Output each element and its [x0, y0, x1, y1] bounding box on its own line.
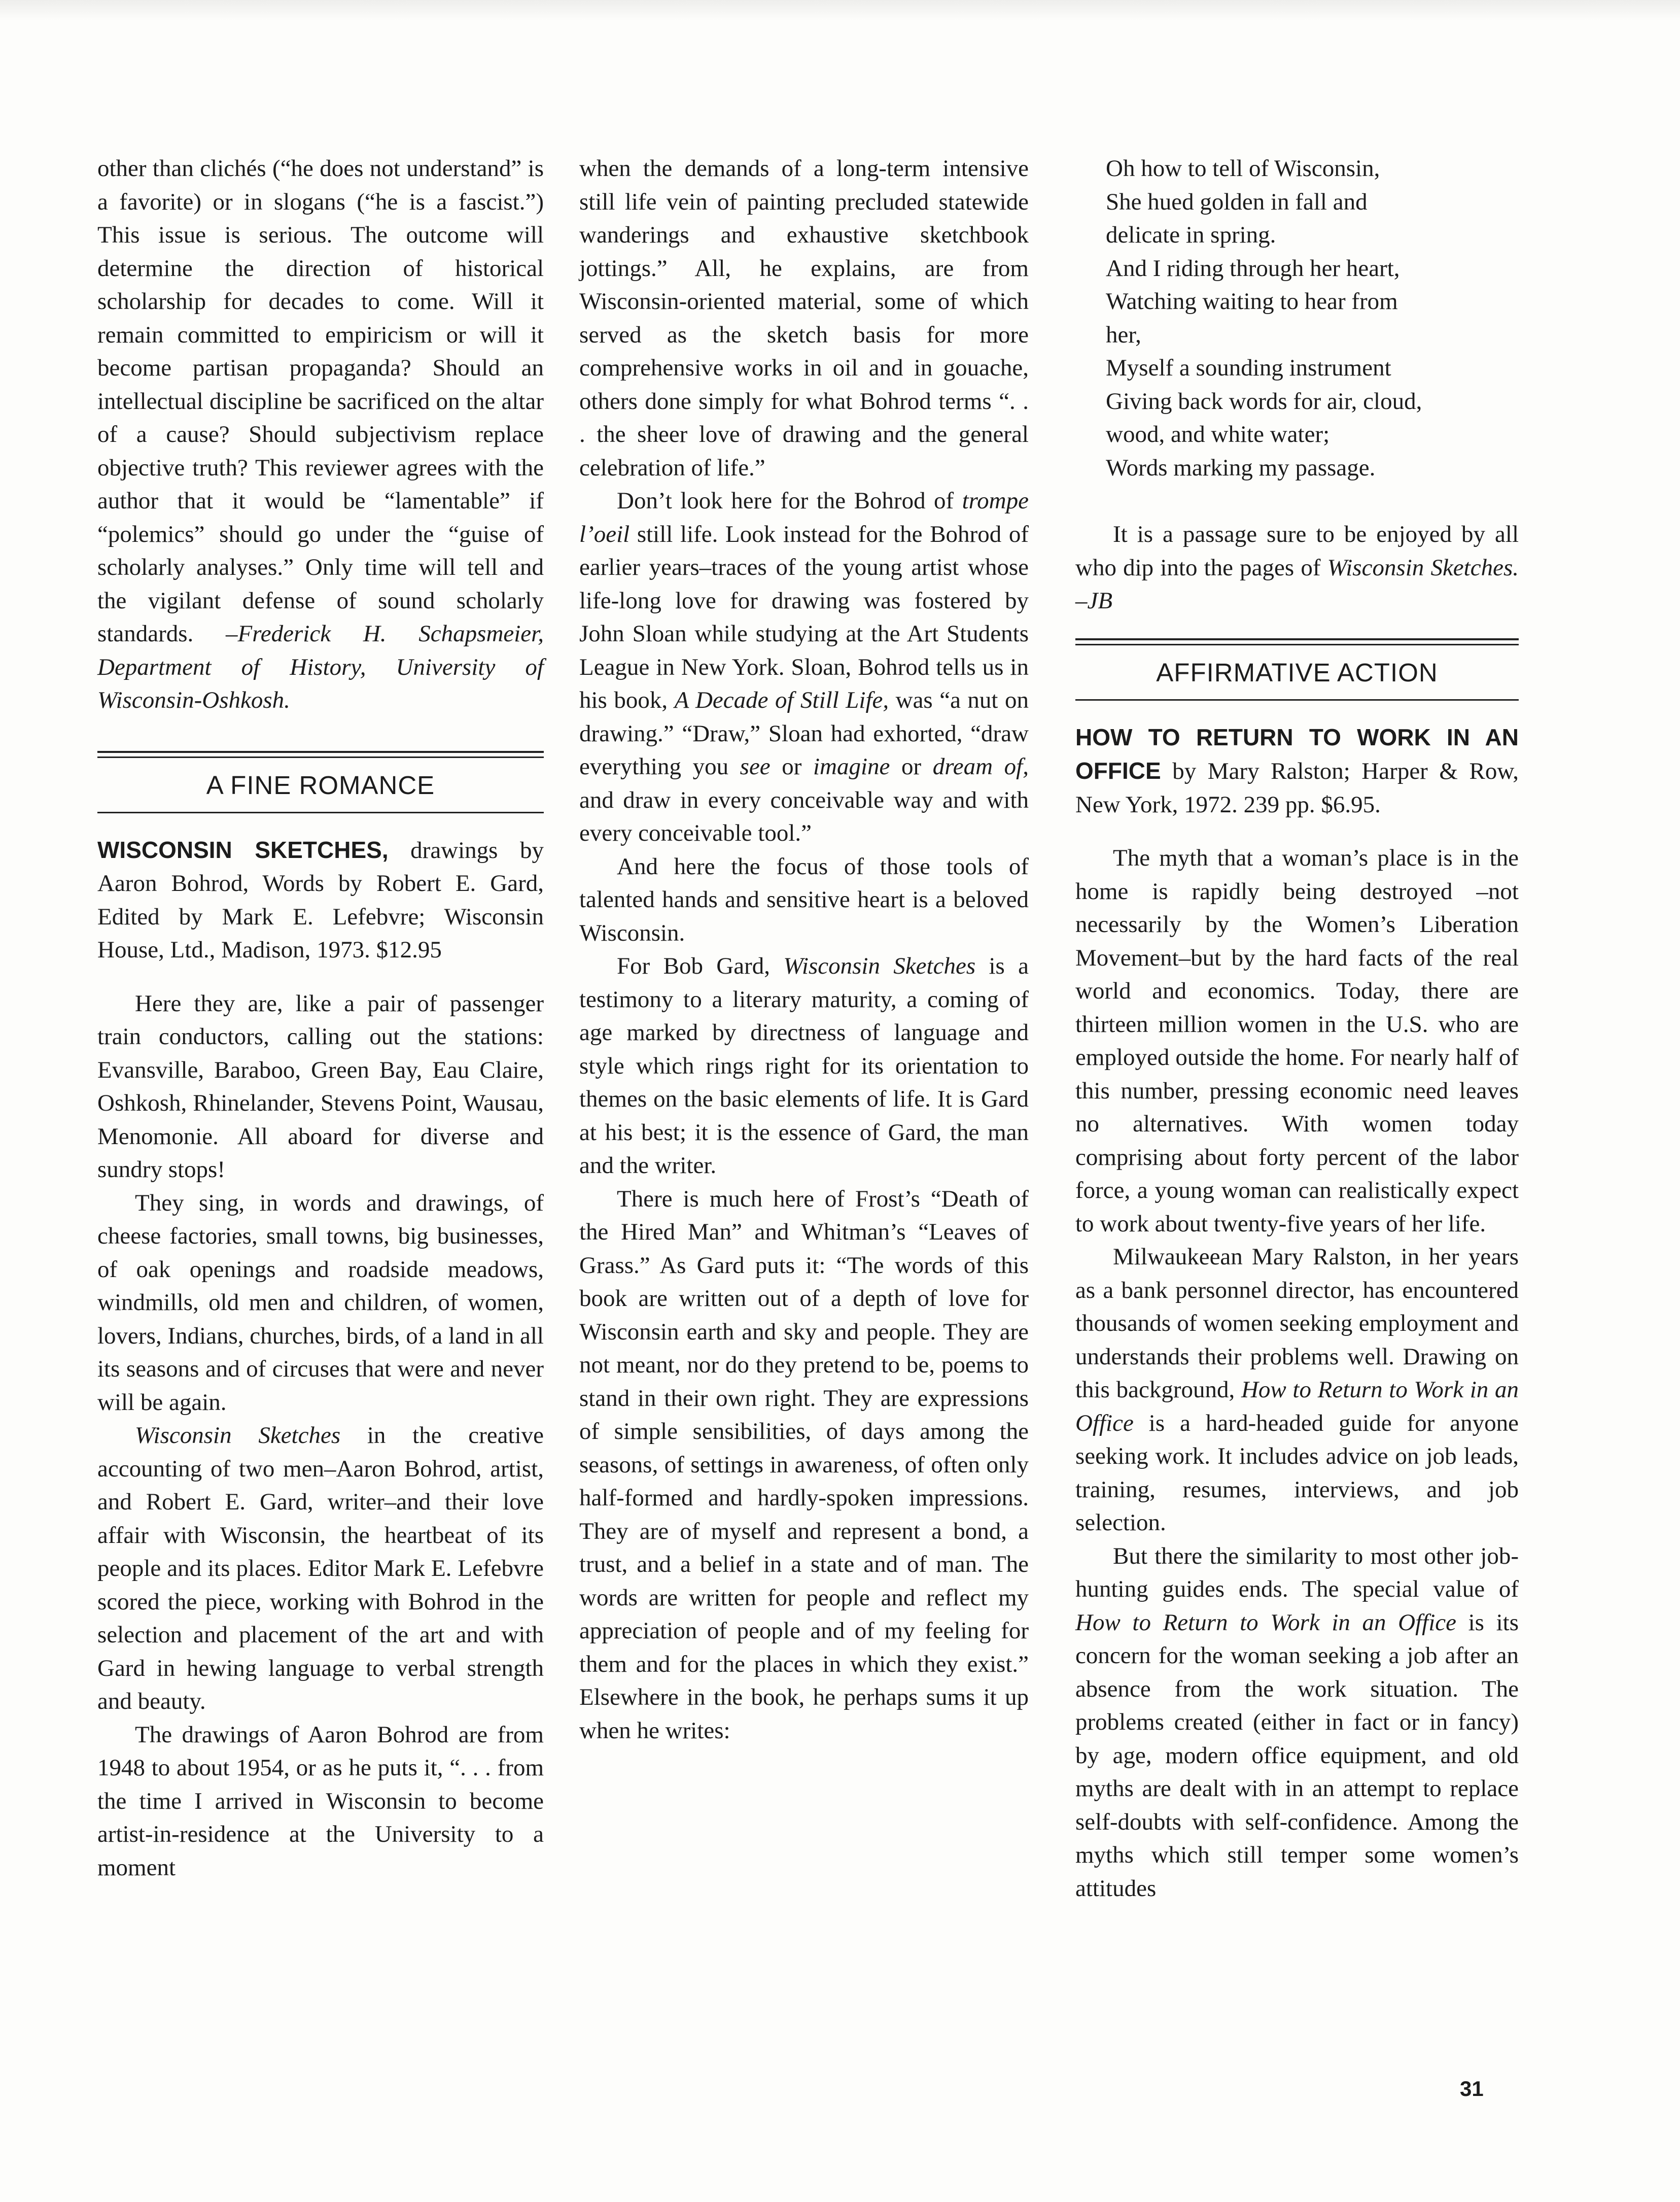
page-fold-shadow — [0, 0, 1680, 20]
section-title-affirmative-action: AFFIRMATIVE ACTION — [1156, 658, 1438, 687]
poem-line: Watching waiting to hear from — [1106, 288, 1398, 315]
section-rule-top — [1075, 638, 1519, 645]
poem-line: delicate in spring. — [1106, 222, 1276, 248]
paragraph: It is a passage sure to be enjoyed by all who dip into the pages of Wisconsin Sketches. –JB — [1075, 521, 1519, 614]
paragraph: Wisconsin Sketches in the creative accounting of two men–Aaron Bohrod, artist, and Robert E. Gard, writer–and their love affair with Wisconsin, the heartbeat of its people and its places. Editor Mark E. Lefebvre scored the piece, working with Bohrod in the selection and placement of the art and with Gard in hewing language to verbal strength and beauty. — [97, 1422, 544, 1714]
paragraph: Don’t look here for the Bohrod of trompe l’oeil still life. Look instead for the Bohrod of earlier years–traces of the young artist whose life-long love for drawing was fostered by John Sloan while studying at the Art Students League in New York. Sloan, Bohrod tells us in his book, A Decade of Still Life, was “a nut on drawing.” “Draw,” Sloan had exhorted, “draw everything you see or imagine or dream of, and draw in every conceivable way and with every conceivable tool.” — [579, 488, 1029, 846]
section-rule-top — [97, 751, 544, 758]
paragraph: The drawings of Aaron Bohrod are from 1948 to about 1954, or as he puts it, “. . . from the time I arrived in Wisconsin to become artist-in-residence at the University to a moment — [97, 1721, 544, 1881]
paragraph: Here they are, like a pair of passenger train conductors, calling out the stations: Evansville, Baraboo, Green Bay, Eau Claire, Oshkosh, Rhinelander, Stevens Point, Wausau, Menomonie. All aboard for diverse and sundry stops! — [97, 990, 544, 1183]
column-1 — [97, 152, 544, 1884]
section-title-fine-romance: A FINE ROMANCE — [206, 770, 435, 800]
poem-line: She hued golden in fall and — [1106, 188, 1368, 215]
review-continuation: other than clichés (“he does not understand” is a favorite) or in slogans (“he is a fascist.”) This issue is serious. The outcome will determine the direction of historical scholarship for decades to come. Will it remain committed to empiricism or will it become partisan propaganda? Should an intellectual discipline be sacrificed on the altar of a cause? Should subjectivism replace objective truth? This reviewer agrees with the author that it would be “lamentable” if “polemics” should go under the “guise of scholarly analyses.” Only time will tell and the vigilant defense of sound scholarly standards. –Frederick H. Schapsmeier, Department of History, University of Wisconsin-Oshkosh. — [97, 155, 544, 713]
book-citation: HOW TO RETURN TO WORK IN AN OFFICE by Mary Ralston; Harper & Row, New York, 1972. 239 pp. $6.95. — [1075, 724, 1519, 818]
poem — [1075, 152, 1519, 485]
book-title: HOW TO RETURN TO WORK IN AN OFFICE — [1075, 724, 1519, 784]
book-citation: WISCONSIN SKETCHES, drawings by Aaron Bohrod, Words by Robert E. Gard, Edited by Mark E. Lefebvre; Wisconsin House, Ltd., Madison, 1973. $12.95 — [97, 836, 544, 963]
poem-line: And I riding through her heart, — [1106, 255, 1400, 282]
poem-line: her, — [1106, 321, 1141, 348]
paragraph: And here the focus of those tools of talented hands and sensitive heart is a beloved Wisconsin. — [579, 853, 1029, 946]
poem-line: Words marking my passage. — [1106, 454, 1376, 481]
paragraph: But there the similarity to most other job-hunting guides ends. The special value of How to Return to Work in an Office is its concern for the woman seeking a job after an absence from the work situation. The problems created (either in fact or in fancy) by age, modern office equipment, and old myths are dealt with in an attempt to replace self-doubts with self-confidence. Among the myths which still temper some women’s attitudes — [1075, 1542, 1519, 1902]
column-2 — [579, 152, 1029, 1747]
paragraph: Milwaukeean Mary Ralston, in her years as a bank personnel director, has encountered thousands of women seeking employment and understands their problems well. Drawing on this background, How to Return to Work in an Office is a hard-headed guide for anyone seeking work. It includes advice on job leads, training, resumes, interviews, and job selection. — [1075, 1244, 1519, 1536]
poem-line: Oh how to tell of Wisconsin, — [1106, 155, 1380, 182]
review-signature: –Frederick H. Schapsmeier, Department of History, University of Wisconsin-Oshkosh. — [97, 621, 544, 713]
poem-line: wood, and white water; — [1106, 421, 1330, 448]
poem-line: Giving back words for air, cloud, — [1106, 388, 1422, 415]
poem-line: Myself a sounding instrument — [1106, 355, 1391, 381]
review-signature: –JB — [1075, 588, 1113, 614]
column-3 — [1075, 152, 1519, 1905]
paragraph: For Bob Gard, Wisconsin Sketches is a testimony to a literary maturity, a coming of age marked by directness of language and style which rings right for its orientation to themes on the basic elements of life. It is Gard at his best; it is the essence of Gard, the man and the writer. — [579, 953, 1029, 1179]
paragraph: when the demands of a long-term intensive still life vein of painting precluded statewide wanderings and exhaustive sketchbook jottings.” All, he explains, are from Wisconsin-oriented material, some of which served as the sketch basis for more comprehensive works in oil and in gouache, others done simply for what Bohrod terms “. . . the sheer love of drawing and the general celebration of life.” — [579, 155, 1029, 481]
paragraph: There is much here of Frost’s “Death of the Hired Man” and Whitman’s “Leaves of Grass.” As Gard puts it: “The words of this book are written out of a depth of love for Wisconsin earth and sky and people. They are not meant, nor do they pretend to be, poems to stand in their own right. They are expressions of simple sensibilities, of days among the seasons, of settings in awareness, of often only half-formed and hardly-spoken impressions. They are of myself and represent a bond, a trust, and a belief in a state and of man. The words are written for people and reflect my appreciation of people and of my feeling for them and for the places in which they exist.” Elsewhere in the book, he perhaps sums it up when he writes: — [579, 1185, 1029, 1744]
page-number: 31 — [1460, 2077, 1484, 2101]
paragraph: The myth that a woman’s place is in the home is rapidly being destroyed –not necessarily by the Women’s Liberation Movement–but by the hard facts of the real world and economics. Today, there are thirteen million women in the U.S. who are employed outside the home. For nearly half of this number, pressing economic need leaves no alternatives. With women today comprising about forty percent of the labor force, a young woman can realistically expect to work about twenty-five years of her life. — [1075, 845, 1519, 1237]
book-title: WISCONSIN SKETCHES, — [97, 836, 389, 863]
paragraph: They sing, in words and drawings, of cheese factories, small towns, big businesses, of oak openings and roadside meadows, windmills, old men and children, of women, lovers, Indians, churches, birds, of a land in all its seasons and of circuses that were and never will be again. — [97, 1189, 544, 1416]
